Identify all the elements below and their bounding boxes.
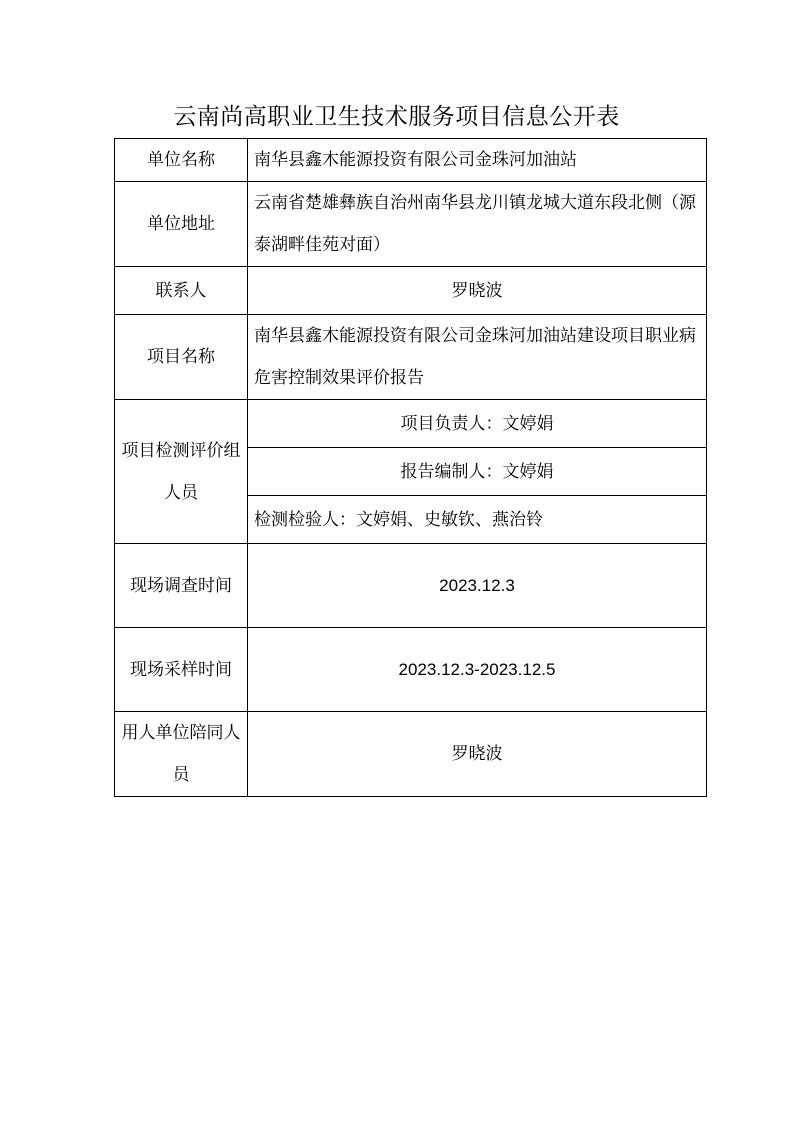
team-inspectors-value: 检测检验人：文婷娟、史敏钦、燕治铃 bbox=[248, 496, 707, 544]
accompany-value: 罗晓波 bbox=[248, 712, 707, 797]
unit-address-value: 云南省楚雄彝族自治州南华县龙川镇龙城大道东段北侧（源泰湖畔佳苑对面） bbox=[248, 182, 707, 267]
project-name-value: 南华县鑫木能源投资有限公司金珠河加油站建设项目职业病危害控制效果评价报告 bbox=[248, 315, 707, 400]
contact-value: 罗晓波 bbox=[248, 267, 707, 315]
team-author-value: 报告编制人：文婷娟 bbox=[248, 448, 707, 496]
survey-time-label: 现场调查时间 bbox=[115, 544, 248, 628]
table-row-unit-name bbox=[115, 139, 707, 182]
contact-label: 联系人 bbox=[115, 267, 248, 315]
table-row-accompany bbox=[115, 712, 707, 797]
table-row-unit-address bbox=[115, 182, 707, 267]
unit-name-label: 单位名称 bbox=[115, 139, 248, 182]
info-table bbox=[114, 138, 707, 797]
project-name-label: 项目名称 bbox=[115, 315, 248, 400]
accompany-label: 用人单位陪同人员 bbox=[115, 712, 248, 797]
unit-name-value: 南华县鑫木能源投资有限公司金珠河加油站 bbox=[248, 139, 707, 182]
table-row-team-leader bbox=[115, 400, 707, 448]
sampling-time-value: 2023.12.3-2023.12.5 bbox=[248, 628, 707, 712]
table-row-survey-time bbox=[115, 544, 707, 628]
team-label: 项目检测评价组人员 bbox=[115, 400, 248, 544]
table-row-contact bbox=[115, 267, 707, 315]
table-row-sampling-time bbox=[115, 628, 707, 712]
survey-time-value: 2023.12.3 bbox=[248, 544, 707, 628]
page-title: 云南尚高职业卫生技术服务项目信息公开表 bbox=[173, 104, 620, 130]
team-leader-value: 项目负责人：文婷娟 bbox=[248, 400, 707, 448]
table-row-project-name bbox=[115, 315, 707, 400]
sampling-time-label: 现场采样时间 bbox=[115, 628, 248, 712]
unit-address-label: 单位地址 bbox=[115, 182, 248, 267]
